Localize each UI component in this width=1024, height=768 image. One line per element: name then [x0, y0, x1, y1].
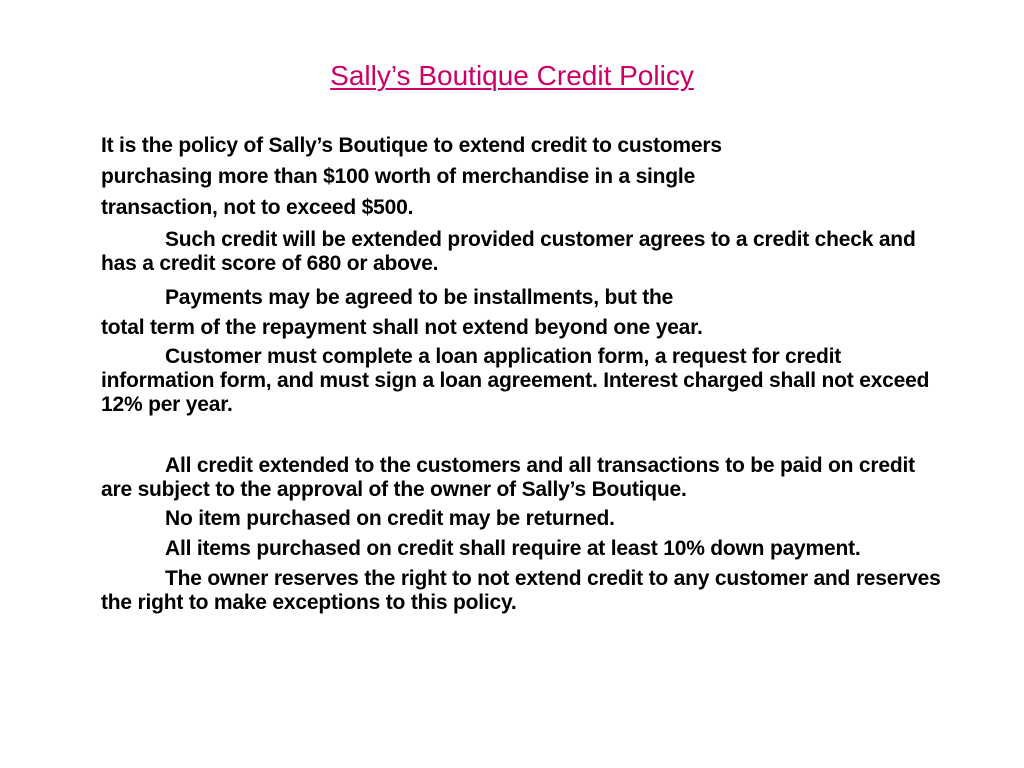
intro-line: purchasing more than $100 worth of merchandise in a single: [101, 165, 696, 188]
intro-line: transaction, not to exceed $500.: [101, 196, 414, 219]
reserve-rights-paragraph: The owner reserves the right to not extend credit to any customer and reserves the right to make exceptions to this policy.: [101, 567, 941, 614]
approval-paragraph: All credit extended to the customers and all transactions to be paid on credit are subject to the approval of the owner of Sally’s Boutique.: [101, 454, 915, 501]
intro-paragraph: [101, 130, 941, 223]
credit-check-paragraph: Such credit will be extended provided customer agrees to a credit check and has a credit score of 680 or above.: [101, 228, 916, 275]
page-title: Sally’s Boutique Credit Policy: [330, 60, 694, 91]
intro-line: It is the policy of Sally’s Boutique to extend credit to customers: [101, 134, 722, 157]
loan-application-paragraph: Customer must complete a loan application form, a request for credit information form, and must sign a loan agreement. Interest charged shall not exceed 12% per year.: [101, 345, 930, 416]
policy-body: [101, 130, 941, 615]
payments-paragraph-line2: total term of the repayment shall not extend beyond one year.: [101, 316, 703, 339]
payments-paragraph-line1: Payments may be agreed to be installments, but the: [165, 286, 674, 309]
down-payment-paragraph: All items purchased on credit shall require at least 10% down payment.: [165, 537, 861, 560]
no-returns-paragraph: No item purchased on credit may be returned.: [165, 507, 615, 530]
